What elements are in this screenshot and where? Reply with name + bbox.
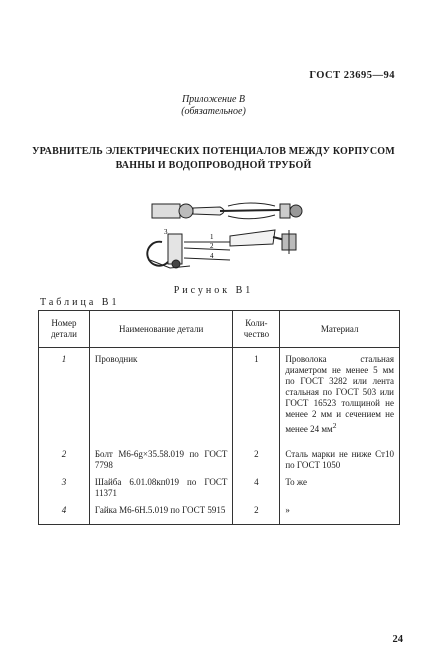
row-material: » <box>280 503 400 525</box>
figure-caption: Рисунок В1 <box>173 285 254 296</box>
figure-label-3: 3 <box>164 228 168 236</box>
row-material: Сталь марки не ниже Ст10 по ГОСТ 1050 <box>280 447 400 475</box>
document-title-line2: ВАННЫ И ВОДОПРОВОДНОЙ ТРУБОЙ <box>115 160 312 171</box>
figure-label-2: 2 <box>210 242 214 250</box>
upper-conductor-wire <box>220 210 280 211</box>
upper-end-nut <box>290 205 302 217</box>
header-quantity-line1: Коли- <box>245 318 268 328</box>
row-part-number: 1 <box>39 348 90 448</box>
table-row <box>39 348 400 448</box>
row-quantity: 4 <box>233 475 280 503</box>
header-material: Материал <box>280 311 400 348</box>
row-part-name: Гайка М6-6Н.5.019 по ГОСТ 5915 <box>89 503 233 525</box>
table-row <box>39 447 400 475</box>
equalizer-drawing <box>110 190 320 270</box>
table-caption: Таблица В1 <box>40 297 120 308</box>
row-material <box>280 348 400 448</box>
header-part-number-line1: Номер <box>51 318 77 328</box>
pipe-clamp-ring <box>147 242 168 266</box>
leader-line-2 <box>184 248 230 250</box>
header-part-number <box>39 311 90 348</box>
row-part-number: 4 <box>39 503 90 525</box>
figure-label-1: 1 <box>210 233 214 241</box>
upper-conductor-curve-lower <box>228 215 275 219</box>
row-part-name: Проводник <box>89 348 233 448</box>
page-number: 24 <box>392 634 403 645</box>
leader-line-3 <box>184 258 230 260</box>
document-title-line1: УРАВНИТЕЛЬ ЭЛЕКТРИЧЕСКИХ ПОТЕНЦИАЛОВ МЕЖДУ КОРПУСОМ <box>32 146 395 157</box>
header-part-name: Наименование детали <box>89 311 233 348</box>
header-quantity-line2: чество <box>243 329 270 339</box>
upper-nut <box>179 204 193 218</box>
row-quantity: 2 <box>233 503 280 525</box>
table-header-row <box>39 311 400 348</box>
row-material: То же <box>280 475 400 503</box>
upper-conductor-curve <box>228 203 275 206</box>
row-quantity: 1 <box>233 348 280 448</box>
row-part-name: Шайба 6.01.08кп019 по ГОСТ 11371 <box>89 475 233 503</box>
lower-bolt-body <box>168 234 182 264</box>
row-quantity: 2 <box>233 447 280 475</box>
appendix-mandatory-label: (обязательное) <box>181 106 246 117</box>
header-quantity <box>233 311 280 348</box>
row-part-number: 2 <box>39 447 90 475</box>
row-material-superscript: 2 <box>332 421 337 430</box>
row-part-name: Болт М6-6g×35.58.019 по ГОСТ 7798 <box>89 447 233 475</box>
row-part-number: 3 <box>39 475 90 503</box>
upper-bolt-body <box>152 204 180 218</box>
figure-label-4: 4 <box>210 252 214 260</box>
table-row <box>39 475 400 503</box>
upper-conductor-lug <box>193 207 224 215</box>
parts-table <box>38 310 400 525</box>
table-row <box>39 503 400 525</box>
header-part-number-line2: детали <box>50 329 77 339</box>
upper-end-clamp <box>280 204 290 218</box>
lower-conductor-lug <box>230 230 275 246</box>
standard-header: ГОСТ 23695—94 <box>309 70 395 81</box>
appendix-label: Приложение В <box>181 94 246 105</box>
row-material-text: Проволока стальная диаметром не менее 5 мм по ГОСТ 3282 или лента стальная по ГОСТ 503 или ГОСТ 16523 толщиной не менее 2 мм и сечением не менее 24 мм <box>285 354 394 434</box>
